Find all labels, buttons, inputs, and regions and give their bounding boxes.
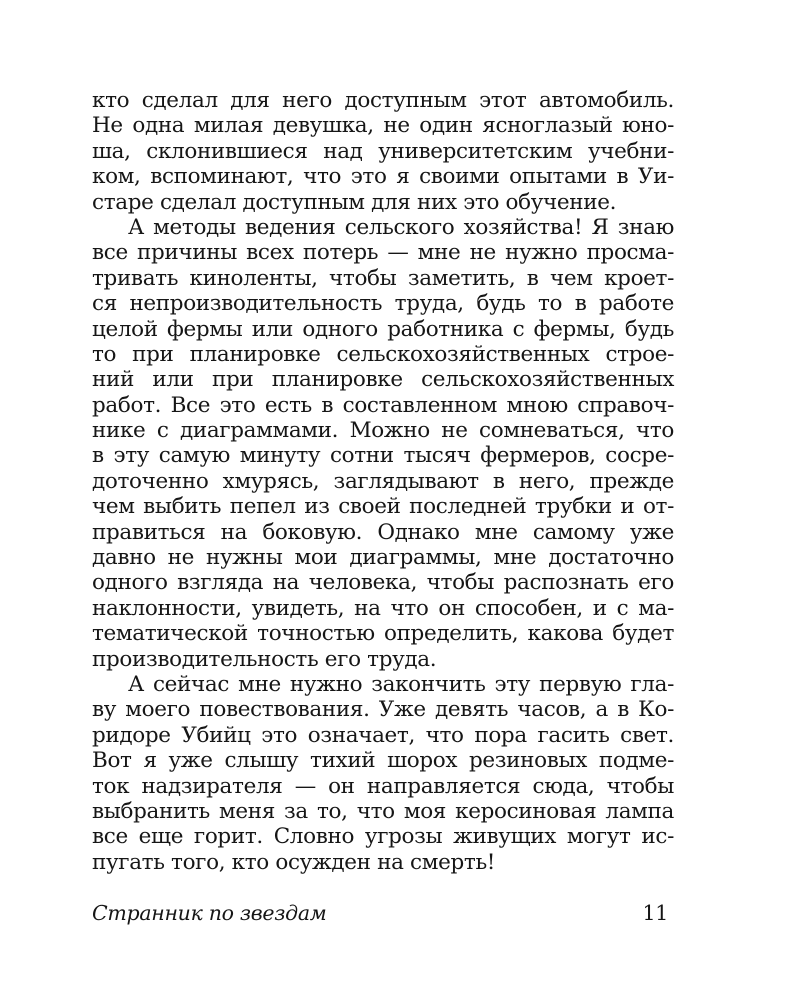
text-line: правиться на боковую. Однако мне самому уже xyxy=(92,519,674,545)
text-line: ся непроизводительность труда, будь то в работе xyxy=(92,291,674,317)
page-footer xyxy=(92,898,674,928)
text-line: Не одна милая девушка, не один ясноглазый юно- xyxy=(92,113,674,139)
text-line: кто сделал для него доступным этот автомобиль. xyxy=(92,88,674,113)
text-line: Вот я уже слышу тихий шорох резиновых подме- xyxy=(92,748,674,774)
text-line: старе сделал доступным для них это обучение. xyxy=(92,189,617,215)
text-line: давно не нужны мои диаграммы, мне достаточно xyxy=(92,545,674,571)
text-line: в эту самую минуту сотни тысяч фермеров, сосре- xyxy=(92,443,674,469)
text-line: ток надзирателя — он направляется сюда, чтобы xyxy=(92,773,674,799)
text-line: ву моего повествования. Уже девять часов, а в Ко- xyxy=(92,697,674,723)
text-line: нике с диаграммами. Можно не сомневаться, что xyxy=(92,418,674,444)
body-text xyxy=(92,88,674,875)
text-line: производительность его труда. xyxy=(92,646,437,672)
text-line: целой фермы или одного работника с фермы, будь xyxy=(92,316,674,342)
text-line: А методы ведения сельского хозяйства! Я знаю xyxy=(128,214,674,240)
text-line: ний или при планировке сельскохозяйственных xyxy=(92,367,674,393)
text-line: доточенно хмурясь, заглядывают в него, прежде xyxy=(92,468,674,494)
text-line: работ. Все это есть в составленном мною справоч- xyxy=(92,392,674,418)
text-line: ша, склонившиеся над университетским учебни- xyxy=(92,138,674,164)
book-title: Странник по звездам xyxy=(92,901,327,925)
text-line: чем выбить пепел из своей последней трубки и от- xyxy=(92,494,674,520)
text-line: ком, вспоминают, что это я своими опытами в Уи- xyxy=(92,164,674,190)
text-line: А сейчас мне нужно закончить эту первую гла- xyxy=(128,671,674,697)
text-line: наклонности, увидеть, на что он способен, и с ма- xyxy=(92,595,674,621)
text-line: одного взгляда на человека, чтобы распознать его xyxy=(92,570,674,596)
text-line: выбранить меня за то, что моя керосиновая лампа xyxy=(92,798,674,824)
text-line: пугать того, кто осужден на смерть! xyxy=(92,849,496,875)
text-line: то при планировке сельскохозяйственных строе- xyxy=(92,341,674,367)
page-number: 11 xyxy=(642,901,668,925)
text-line: тематической точностью определить, какова будет xyxy=(92,621,674,647)
text-line: все еще горит. Словно угрозы живущих могут ис- xyxy=(92,824,674,850)
text-line: ридоре Убийц это означает, что пора гасить свет. xyxy=(92,722,674,748)
text-line: все причины всех потерь — мне не нужно просма- xyxy=(92,240,674,266)
text-line: тривать киноленты, чтобы заметить, в чем кроет- xyxy=(92,265,674,291)
